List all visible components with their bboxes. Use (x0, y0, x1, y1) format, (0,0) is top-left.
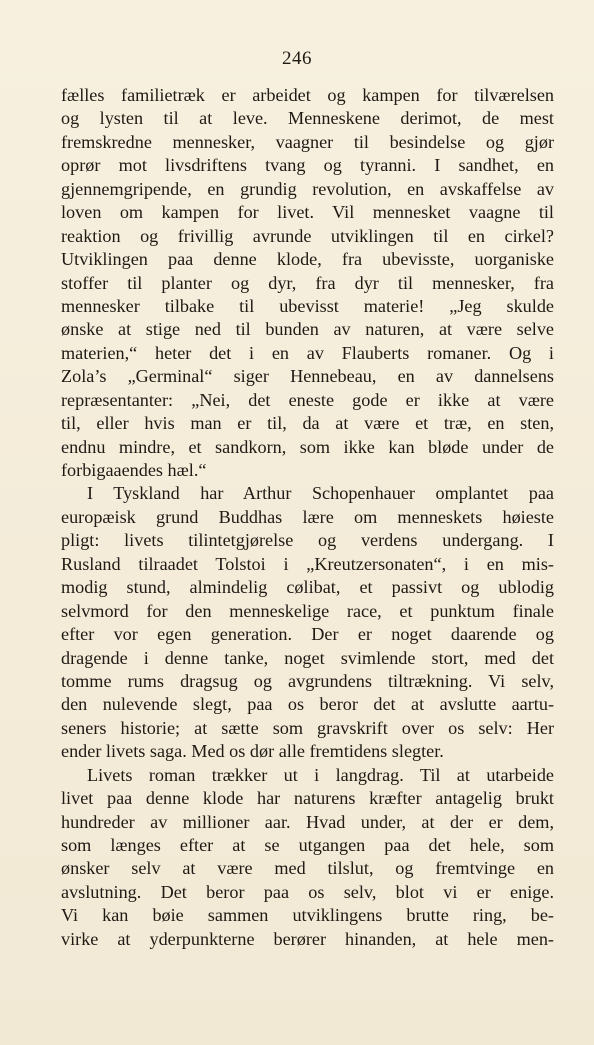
text-line: pligt: livets tilintetgjørelse og verdens undergang. I (61, 530, 554, 551)
text-line: til, eller hvis man er til, da at være et træ, en sten, (61, 413, 554, 434)
text-line: ender livets saga. Med os dør alle fremtidens slegter. (61, 741, 444, 762)
page-number: 246 (282, 48, 312, 69)
text-line: oprør mot livsdriftens tvang og tyranni. I sandhet, en (61, 155, 554, 176)
text-line: mennesker tilbake til ubevisst materie! „Jeg skulde (61, 295, 554, 316)
text-line: dragende i denne tanke, noget svimlende stort, med det (61, 647, 554, 668)
text-line: fælles familietræk er arbeidet og kampen for tilværelsen (61, 85, 554, 105)
text-line: selvmord for den menneskelige race, et punktum finale (61, 600, 554, 621)
text-line: efter vor egen generation. Der er noget daarende og (61, 624, 554, 645)
text-line: avslutning. Det beror paa os selv, blot vi er enige. (61, 881, 554, 902)
text-line: og lysten til at leve. Menneskene derimot, de mest (61, 108, 554, 129)
text-line: den nulevende slegt, paa os beror det at avslutte aartu- (61, 694, 554, 715)
text-line: livet paa denne klode har naturens kræfter antagelig brukt (61, 788, 554, 809)
text-line: Livets roman trækker ut i langdrag. Til at utarbeide (87, 764, 554, 785)
text-line: ønsker selv at være med tilslut, og fremtvinge en (61, 858, 554, 879)
text-line: Zola’s „Germinal“ siger Hennebeau, en av dannelsens (61, 366, 554, 387)
text-line: stoffer til planter og dyr, fra dyr til mennesker, fra (61, 272, 554, 293)
text-line: materien,“ heter det i en av Flauberts romaner. Og i (61, 342, 554, 363)
text-line: Vi kan bøie sammen utviklingens brutte ring, be- (61, 905, 554, 926)
text-line: forbigaaendes hæl.“ (61, 460, 207, 480)
text-line: som længes efter at se utgangen paa det hele, som (61, 835, 554, 855)
text-line: repræsentanter: „Nei, det eneste gode er ikke at være (61, 389, 554, 410)
text-line: ønske at stige ned til bunden av naturen, at være selve (61, 319, 554, 340)
text-line: reaktion og frivillig avrunde utviklingen til en cirkel? (61, 225, 554, 246)
text-line: gjennemgripende, en grundig revolution, en avskaffelse av (61, 178, 554, 199)
text-line: endnu mindre, et sandkorn, som ikke kan bløde under de (61, 436, 554, 457)
text-line: loven om kampen for livet. Vil mennesket vaagne til (61, 202, 554, 223)
body-text (61, 84, 554, 951)
text-line: hundreder av millioner aar. Hvad under, at der er dem, (61, 811, 554, 832)
text-line: Utviklingen paa denne klode, fra ubevisste, uorganiske (61, 249, 554, 270)
text-line: fremskredne mennesker, vaagner til besindelse og gjør (61, 131, 554, 152)
text-line: virke at yderpunkterne berører hinanden, at hele men- (61, 928, 554, 949)
text-line: Rusland tilraadet Tolstoi i „Kreutzersonaten“, i en mis- (61, 553, 554, 574)
text-line: modig stund, almindelig cølibat, et passivt og ublodig (61, 577, 554, 598)
text-line: seners historie; at sætte som gravskrift over os selv: Her (61, 717, 554, 738)
text-line: tomme rums dragsug og avgrundens tiltrækning. Vi selv, (61, 670, 554, 691)
text-line: I Tyskland har Arthur Schopenhauer omplantet paa (87, 483, 554, 504)
text-line: europæisk grund Buddhas lære om menneskets høieste (61, 506, 554, 527)
